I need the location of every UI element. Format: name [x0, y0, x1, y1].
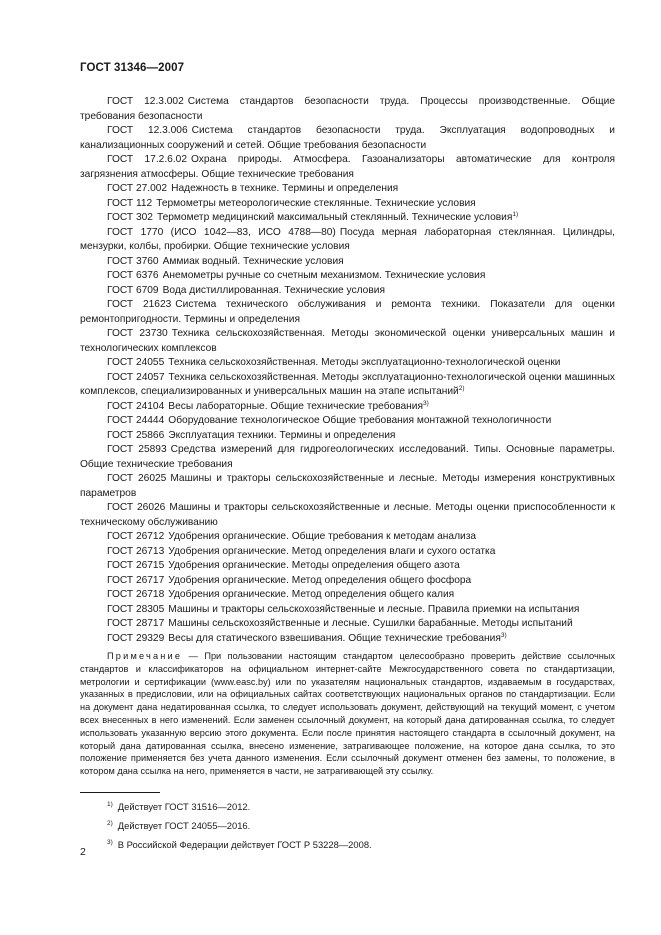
reference-title: Термометры метеорологические стеклянные. Технические условия — [156, 197, 476, 209]
normative-references-list — [80, 95, 615, 646]
reference-title: Надежность в технике. Термины и определения — [171, 183, 399, 194]
reference-code: ГОСТ 26718 — [107, 589, 165, 600]
reference-item — [80, 617, 615, 632]
reference-item — [80, 530, 615, 545]
reference-item — [80, 632, 615, 647]
reference-title: Машины и тракторы сельскохозяйственные и лесные. Методы измерения конструктивных параметров — [80, 473, 615, 499]
footnote-text: В Российской Федерации действует ГОСТ Р 53228—2008. — [117, 839, 372, 850]
reference-title: Аммиак водный. Технические условия — [162, 255, 344, 267]
reference-code: ГОСТ 26717 — [107, 574, 165, 586]
reference-item — [80, 95, 615, 124]
footnote-mark: 2) — [107, 820, 113, 827]
reference-code: ГОСТ 6709 — [107, 284, 159, 296]
reference-title: Система стандартов безопасности труда. Процессы производственные. Общие требования безопасности — [80, 96, 615, 122]
reference-item — [80, 414, 615, 429]
reference-title: Удобрения органические. Методы определения общего азота — [168, 560, 460, 571]
reference-code: ГОСТ 27.002 — [107, 183, 168, 194]
reference-title: Техника сельскохозяйственная. Методы эксплуатационно-технологической оценки машинных комплексов, специализированных и универсальных машин на этапе испытаний — [80, 371, 615, 397]
reference-title: Удобрения органические. Метод определения общего фосфора — [168, 574, 472, 586]
reference-code: ГОСТ 25866 — [107, 429, 165, 441]
reference-title: Термометр медицинский максимальный стеклянный. Технические условия — [156, 212, 513, 223]
reference-title: Охрана природы. Атмосфера. Газоанализаторы автоматические для контроля загрязнения атмосферы. Общие технические требования — [80, 154, 615, 180]
reference-code: ГОСТ 24055 — [107, 357, 165, 368]
reference-item — [80, 574, 615, 589]
footnote-mark: 3) — [107, 839, 113, 846]
footnote-item — [107, 797, 372, 816]
reference-title: Система технического обслуживания и ремонта техники. Показатели для оценки ремонтопригодности. Термины и определения — [80, 299, 615, 325]
reference-item — [80, 356, 615, 371]
reference-code: ГОСТ 26713 — [107, 545, 165, 557]
reference-item — [80, 429, 615, 444]
reference-item — [80, 588, 615, 603]
reference-code: ГОСТ 25893 — [107, 444, 167, 455]
reference-title: Система стандартов безопасности труда. Эксплуатация водопроводных и канализационных сооружений и сетей. Общие требования безопасности — [80, 125, 615, 151]
footnote-item — [107, 835, 372, 854]
reference-title: Удобрения органические. Метод определения общего калия — [168, 589, 455, 600]
reference-title: Эксплуатация техники. Термины и определения — [168, 429, 396, 441]
reference-item — [80, 226, 615, 255]
footnote-marker: 1) — [512, 211, 519, 218]
footnote-text: Действует ГОСТ 31516—2012. — [117, 801, 251, 812]
reference-code: ГОСТ 28717 — [107, 618, 165, 629]
reference-item — [80, 124, 615, 153]
reference-code: ГОСТ 24057 — [107, 371, 165, 383]
note-label: Примечание — [107, 651, 183, 661]
reference-item — [80, 400, 615, 415]
reference-title: Средства измерений для гидрогеологических исследований. Типы. Основные параметры. Общие технические требования — [80, 444, 615, 470]
reference-code: ГОСТ 112 — [107, 197, 153, 209]
reference-title: Техника сельскохозяйственная. Методы экономической оценки универсальных машин и технологических комплексов — [80, 328, 615, 354]
footnote-marker: 3) — [500, 631, 507, 639]
reference-code: ГОСТ 21623 — [107, 299, 172, 310]
reference-code: ГОСТ 24444 — [107, 415, 165, 426]
footnote-mark: 1) — [107, 801, 113, 808]
reference-code: ГОСТ 26026 — [107, 502, 166, 513]
reference-item — [80, 197, 615, 212]
reference-item — [80, 472, 615, 501]
footnote-divider — [80, 792, 160, 793]
note-text: — При пользовании настоящим стандартом целесообразно проверить действие ссылочных стандартов и классификаторов на официальном интернет-сайте Межгосударственного совета по стандартизации, метрологии и сертификации (www.easc.by) или по указателям национальных стандартов, издаваемым в государствах, указанных в предисловии, или на официальных сайтах соответствующих национальных органов по стандартизации. Если на документ дана недатированная ссылка, то следует использовать документ, действующий на текущий момент, с учетом всех внесенных в него изменений. Если заменен ссылочный документ, на который дана датированная ссылка, то следует использовать указанную версию этого документа. Если после принятия настоящего стандарта в ссылочный документ, на который дана датированная ссылка, внесено изменение, затрагивающее положение, на которое дана ссылка, то это положение применяется без учета данного изменения. Если ссылочный документ отменен без замены, то положение, в котором дана ссылка на него, применяется в части, не затрагивающей эту ссылку. — [80, 651, 615, 777]
reference-item — [80, 153, 615, 182]
reference-code: ГОСТ 6376 — [107, 270, 159, 281]
reference-title: Анемометры ручные со счетным механизмом. Технические условия — [162, 270, 486, 281]
reference-code: ГОСТ 23730 — [107, 328, 168, 339]
footnote-item — [107, 816, 372, 835]
reference-item — [80, 182, 615, 197]
reference-item — [80, 501, 615, 530]
footnote-marker: 3) — [423, 399, 429, 407]
reference-code: ГОСТ 1770 (ИСО 1042—83, ИСО 4788—80) — [107, 226, 336, 238]
reference-code: ГОСТ 26712 — [107, 531, 165, 542]
document-header: ГОСТ 31346—2007 — [80, 62, 185, 74]
reference-item — [80, 284, 615, 299]
reference-item — [80, 327, 615, 356]
reference-item — [80, 603, 615, 618]
reference-code: ГОСТ 12.3.002 — [107, 96, 184, 107]
reference-code: ГОСТ 26025 — [107, 473, 167, 484]
reference-code: ГОСТ 28305 — [107, 603, 165, 615]
reference-item — [80, 255, 615, 270]
reference-code: ГОСТ 17.2.6.02 — [107, 154, 187, 165]
reference-title: Удобрения органические. Общие требования к методам анализа — [168, 531, 477, 542]
reference-title: Машины сельскохозяйственные и лесные. Сушилки барабанные. Методы испытаний — [168, 618, 573, 629]
reference-code: ГОСТ 24104 — [107, 400, 165, 412]
reference-code: ГОСТ 26715 — [107, 560, 165, 571]
reference-item — [80, 298, 615, 327]
reference-title: Техника сельскохозяйственная. Методы эксплуатационно-технологической оценки — [168, 357, 561, 368]
reference-code: ГОСТ 29329 — [107, 632, 165, 644]
reference-title: Весы лабораторные. Общие технические требования — [168, 400, 423, 412]
footnote-text: Действует ГОСТ 24055—2016. — [117, 820, 251, 831]
reference-title: Весы для статического взвешивания. Общие технические требования — [168, 632, 501, 644]
reference-item — [80, 269, 615, 284]
reference-item — [80, 211, 615, 226]
reference-title: Машины и тракторы сельскохозяйственные и лесные. Методы оценки приспособленности к техническому обслуживанию — [80, 502, 615, 528]
footnote-marker: 2) — [458, 385, 465, 392]
references-note — [80, 650, 615, 778]
reference-code: ГОСТ 302 — [107, 212, 153, 223]
reference-title: Вода дистиллированная. Технические условия — [162, 284, 385, 296]
reference-title: Оборудование технологическое Общие требования монтажной технологичности — [168, 415, 552, 426]
reference-title: Посуда мерная лабораторная стеклянная. Цилиндры, мензурки, колбы, пробирки. Общие технические условия — [80, 226, 616, 252]
reference-item — [80, 371, 615, 400]
reference-code: ГОСТ 12.3.006 — [107, 125, 188, 136]
reference-code: ГОСТ 3760 — [107, 255, 159, 267]
page-number: 2 — [80, 846, 86, 858]
reference-item — [80, 545, 615, 560]
reference-title: Машины и тракторы сельскохозяйственные и лесные. Правила приемки на испытания — [168, 603, 580, 615]
reference-item — [80, 443, 615, 472]
footnotes-list — [107, 797, 372, 854]
reference-title: Удобрения органические. Метод определения влаги и сухого остатка — [168, 545, 496, 557]
reference-item — [80, 559, 615, 574]
